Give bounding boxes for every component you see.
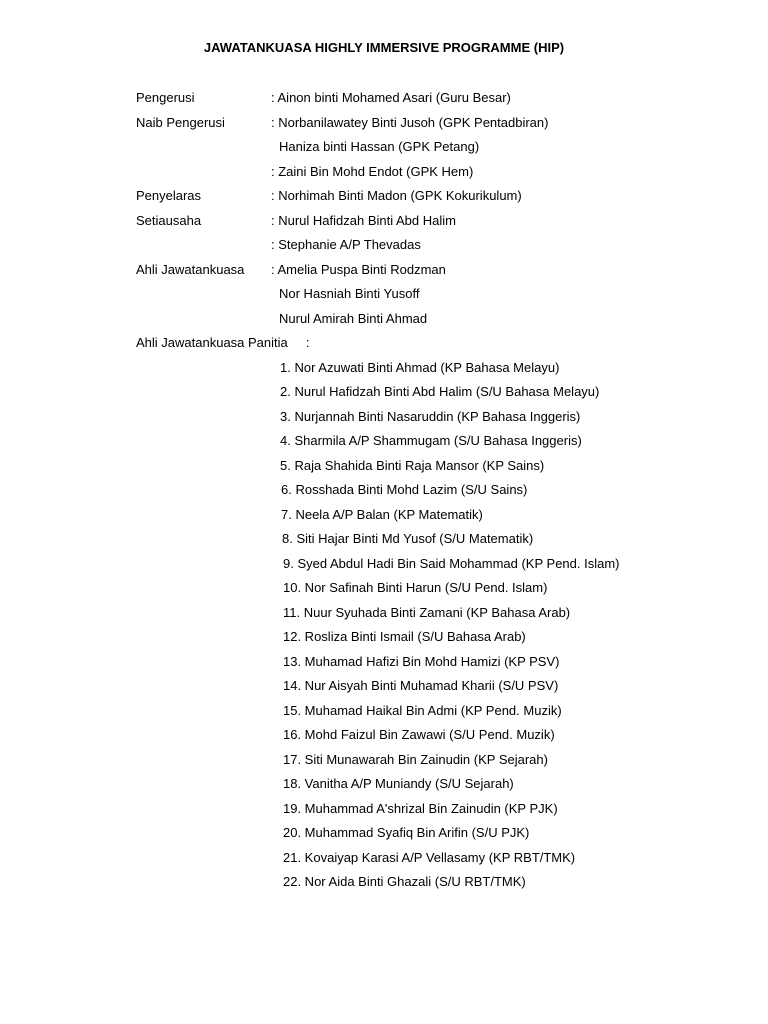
panitia-item: 22. Nor Aida Binti Ghazali (S/U RBT/TMK) — [283, 874, 526, 889]
row-value-naib-pengerusi-2: Haniza binti Hassan (GPK Petang) — [279, 139, 480, 154]
panitia-item: 16. Mohd Faizul Bin Zawawi (S/U Pend. Muzik) — [283, 727, 555, 742]
panitia-item: 9. Syed Abdul Hadi Bin Said Mohammad (KP Pend. Islam) — [283, 556, 620, 571]
panitia-item: 5. Raja Shahida Binti Raja Mansor (KP Sains) — [280, 458, 545, 473]
row-value-penyelaras: : Norhimah Binti Madon (GPK Kokurikulum) — [271, 188, 522, 203]
panitia-item: 10. Nor Safinah Binti Harun (S/U Pend. Islam) — [283, 580, 548, 595]
panitia-item: 18. Vanitha A/P Muniandy (S/U Sejarah) — [283, 776, 514, 791]
panitia-item: 4. Sharmila A/P Shammugam (S/U Bahasa Inggeris) — [280, 433, 582, 448]
panitia-item: 2. Nurul Hafidzah Binti Abd Halim (S/U Bahasa Melayu) — [280, 384, 600, 399]
row-label-ahli-jawatankuasa: Ahli Jawatankuasa — [136, 262, 245, 277]
row-value-ahli-jawatankuasa-3: Nurul Amirah Binti Ahmad — [279, 311, 428, 326]
panitia-item: 14. Nur Aisyah Binti Muhamad Kharii (S/U PSV) — [283, 678, 559, 693]
panitia-item: 11. Nuur Syuhada Binti Zamani (KP Bahasa Arab) — [283, 605, 571, 620]
row-label-pengerusi: Pengerusi — [136, 90, 195, 105]
row-label-naib-pengerusi: Naib Pengerusi — [136, 115, 225, 130]
row-value-setiausaha: : Nurul Hafidzah Binti Abd Halim — [271, 213, 456, 228]
panitia-item: 7. Neela A/P Balan (KP Matematik) — [281, 507, 483, 522]
panitia-item: 13. Muhamad Hafizi Bin Mohd Hamizi (KP PSV) — [283, 654, 560, 669]
panitia-item: 3. Nurjannah Binti Nasaruddin (KP Bahasa Inggeris) — [280, 409, 581, 424]
row-value-ahli-jawatankuasa: : Amelia Puspa Binti Rodzman — [271, 262, 446, 277]
row-value-ahli-jawatankuasa-2: Nor Hasniah Binti Yusoff — [279, 286, 420, 301]
panitia-item: 1. Nor Azuwati Binti Ahmad (KP Bahasa Melayu) — [280, 360, 560, 375]
row-label-penyelaras: Penyelaras — [136, 188, 202, 203]
row-value-pengerusi: : Ainon binti Mohamed Asari (Guru Besar) — [271, 90, 511, 105]
panitia-item: 12. Rosliza Binti Ismail (S/U Bahasa Arab) — [283, 629, 526, 644]
panitia-item: 21. Kovaiyap Karasi A/P Vellasamy (KP RBT/TMK) — [283, 850, 576, 865]
row-value-setiausaha-2: : Stephanie A/P Thevadas — [271, 237, 421, 252]
row-label-ahli-jawatankuasa-panitia: Ahli Jawatankuasa Panitia : — [136, 335, 310, 350]
panitia-item: 8. Siti Hajar Binti Md Yusof (S/U Matematik) — [282, 531, 534, 546]
row-value-naib-pengerusi-3: : Zaini Bin Mohd Endot (GPK Hem) — [271, 164, 474, 179]
panitia-item: 6. Rosshada Binti Mohd Lazim (S/U Sains) — [281, 482, 528, 497]
panitia-item: 15. Muhamad Haikal Bin Admi (KP Pend. Muzik) — [283, 703, 562, 718]
row-value-naib-pengerusi: : Norbanilawatey Binti Jusoh (GPK Pentadbiran) — [271, 115, 549, 130]
panitia-item: 19. Muhammad A'shrizal Bin Zainudin (KP PJK) — [283, 801, 558, 816]
panitia-item: 20. Muhammad Syafiq Bin Arifin (S/U PJK) — [283, 825, 530, 840]
document-title: JAWATANKUASA HIGHLY IMMERSIVE PROGRAMME (HIP) — [203, 40, 565, 55]
row-label-setiausaha: Setiausaha — [136, 213, 202, 228]
panitia-item: 17. Siti Munawarah Bin Zainudin (KP Sejarah) — [283, 752, 548, 767]
